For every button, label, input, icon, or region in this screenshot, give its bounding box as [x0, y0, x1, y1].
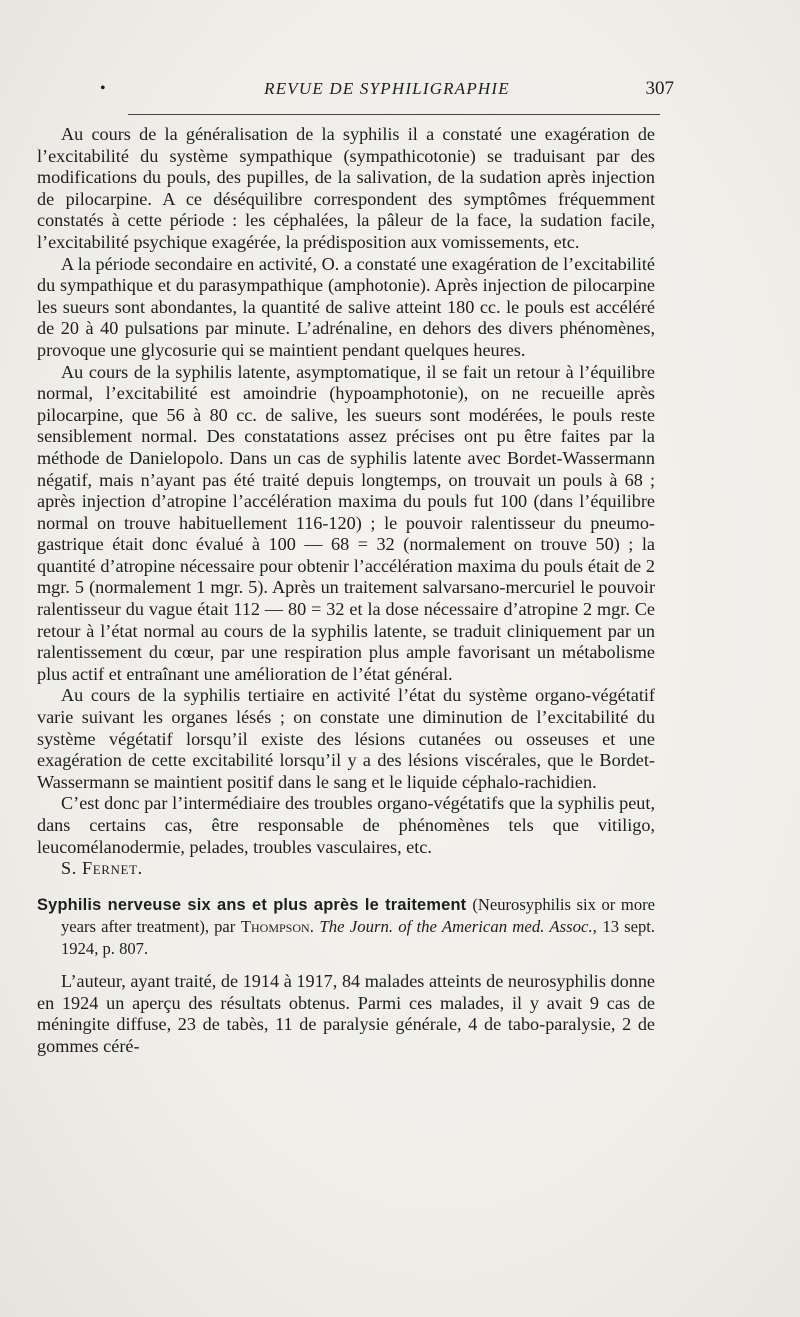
- paragraph-secondary-period: A la période secondaire en activité, O. a constaté une exagération de l’excitabilité du sympathique et du parasympathique (amphotonie). Après injection de pilocarpine les sueurs sont abondantes, la quantité de salive atteint 180 cc. le pouls est accéléré de 20 à 40 pulsations par minute. L’adrénaline, en dehors des divers phénomènes, provoque une glycosurie qui se maintient pendant quelques heures.: [37, 253, 655, 360]
- header-rule: [128, 114, 660, 115]
- review-citation: 13 sept. 1924, p. 807.: [61, 917, 656, 958]
- page-number: 307: [645, 78, 674, 99]
- review-journal: The Journ. of the American med. Assoc.,: [319, 917, 597, 937]
- paragraph-conclusion: C’est donc par l’intermédiaire des troubles organo-végétatifs que la syphilis peut, dans certains cas, être responsable de phénomènes tels que vitiligo, leucomélanodermie, pelades, troubles vasculaires, etc.: [37, 793, 655, 857]
- running-header: [100, 76, 674, 106]
- paragraph-generalisation: Au cours de la généralisation de la syphilis il a constaté une exagération de l’excitabilité du système sympathique (sympathicotonie) se traduisant par des modifications du pouls, des pupilles, de la salivation, de la sudation après injection de pilocarpine. A ce déséquilibre correspondent des symptômes fréquemment constatés à cette période : les céphalées, la pâleur de la face, la sudation facile, l’excitabilité psychique exagérée, la prédisposition aux vomissements, etc.: [37, 124, 655, 252]
- review-heading: [37, 894, 655, 959]
- paragraph-tertiary-syphilis: Au cours de la syphilis tertiaire en activité l’état du système organo-végétatif varie suivant les organes lésés ; on constate une diminution de l’excitabilité du système végétatif lorsqu’il existe des lésions cutanées ou osseuses et une exagération de cette excitabilité lorsqu’il y a des lésions viscérales, que le Bordet-Wassermann se maintient positif dans le sang et le liquide céphalo-rachidien.: [37, 685, 655, 792]
- header-bullet: •: [100, 80, 106, 97]
- signature-name: S. Fernet.: [61, 858, 143, 879]
- review-title: Syphilis nerveuse six ans et plus après le traitement: [37, 895, 467, 914]
- review-author: Thompson.: [240, 917, 314, 937]
- running-title: REVUE DE SYPHILIGRAPHIE: [264, 79, 510, 98]
- author-signature: [37, 858, 655, 880]
- review-subtitle: (Neurosyphilis six or more years after treatment), par: [61, 894, 656, 937]
- paragraph-neurosyphilis-results: L’auteur, ayant traité, de 1914 à 1917, 84 malades atteints de neurosyphilis donne en 1924 un aperçu des résultats obtenus. Parmi ces malades, il y avait 9 cas de méningite diffuse, 23 de tabès, 11 de paralysie générale, 4 de tabo-paralysie, 2 de gommes céré-: [37, 971, 655, 1056]
- paragraph-latent-syphilis: Au cours de la syphilis latente, asymptomatique, il se fait un retour à l’équilibre normal, l’excitabilité est amoindrie (hypoamphotonie), on ne recueille après pilocarpine, que 56 à 80 cc. de salive, les sueurs sont modérées, le pouls reste sensiblement normal. Des constatations assez précises ont pu être faites par la méthode de Danielopolo. Dans un cas de syphilis latente avec Bordet-Wassermann négatif, mais n’ayant pas été traité depuis longtemps, on trouvait un pouls à 68 ; après injection d’atropine l’accélération maxima du pouls fut 100 (dans l’équilibre normal on trouve habituellement 116-120) ; le pouvoir ralentisseur du pneumo-gastrique était donc évalué à 100 — 68 = 32 (normalement on trouve 50) ; la quantité d’atropine nécessaire pour obtenir l’accélération maxima du pouls était de 2 mgr. 5 (normalement 1 mgr. 5). Après un traitement salvarsano-mercuriel le pouvoir ralentisseur du vague était 112 — 80 = 32 et la dose nécessaire d’atropine 2 mgr. Ce retour à l’état normal au cours de la syphilis latente, se traduit cliniquement par un ralentissement du cœur, par une respiration plus ample favorisant un métabolisme plus actif et entraînant une amélioration de l’état général.: [37, 361, 655, 684]
- article-body: [37, 124, 655, 1057]
